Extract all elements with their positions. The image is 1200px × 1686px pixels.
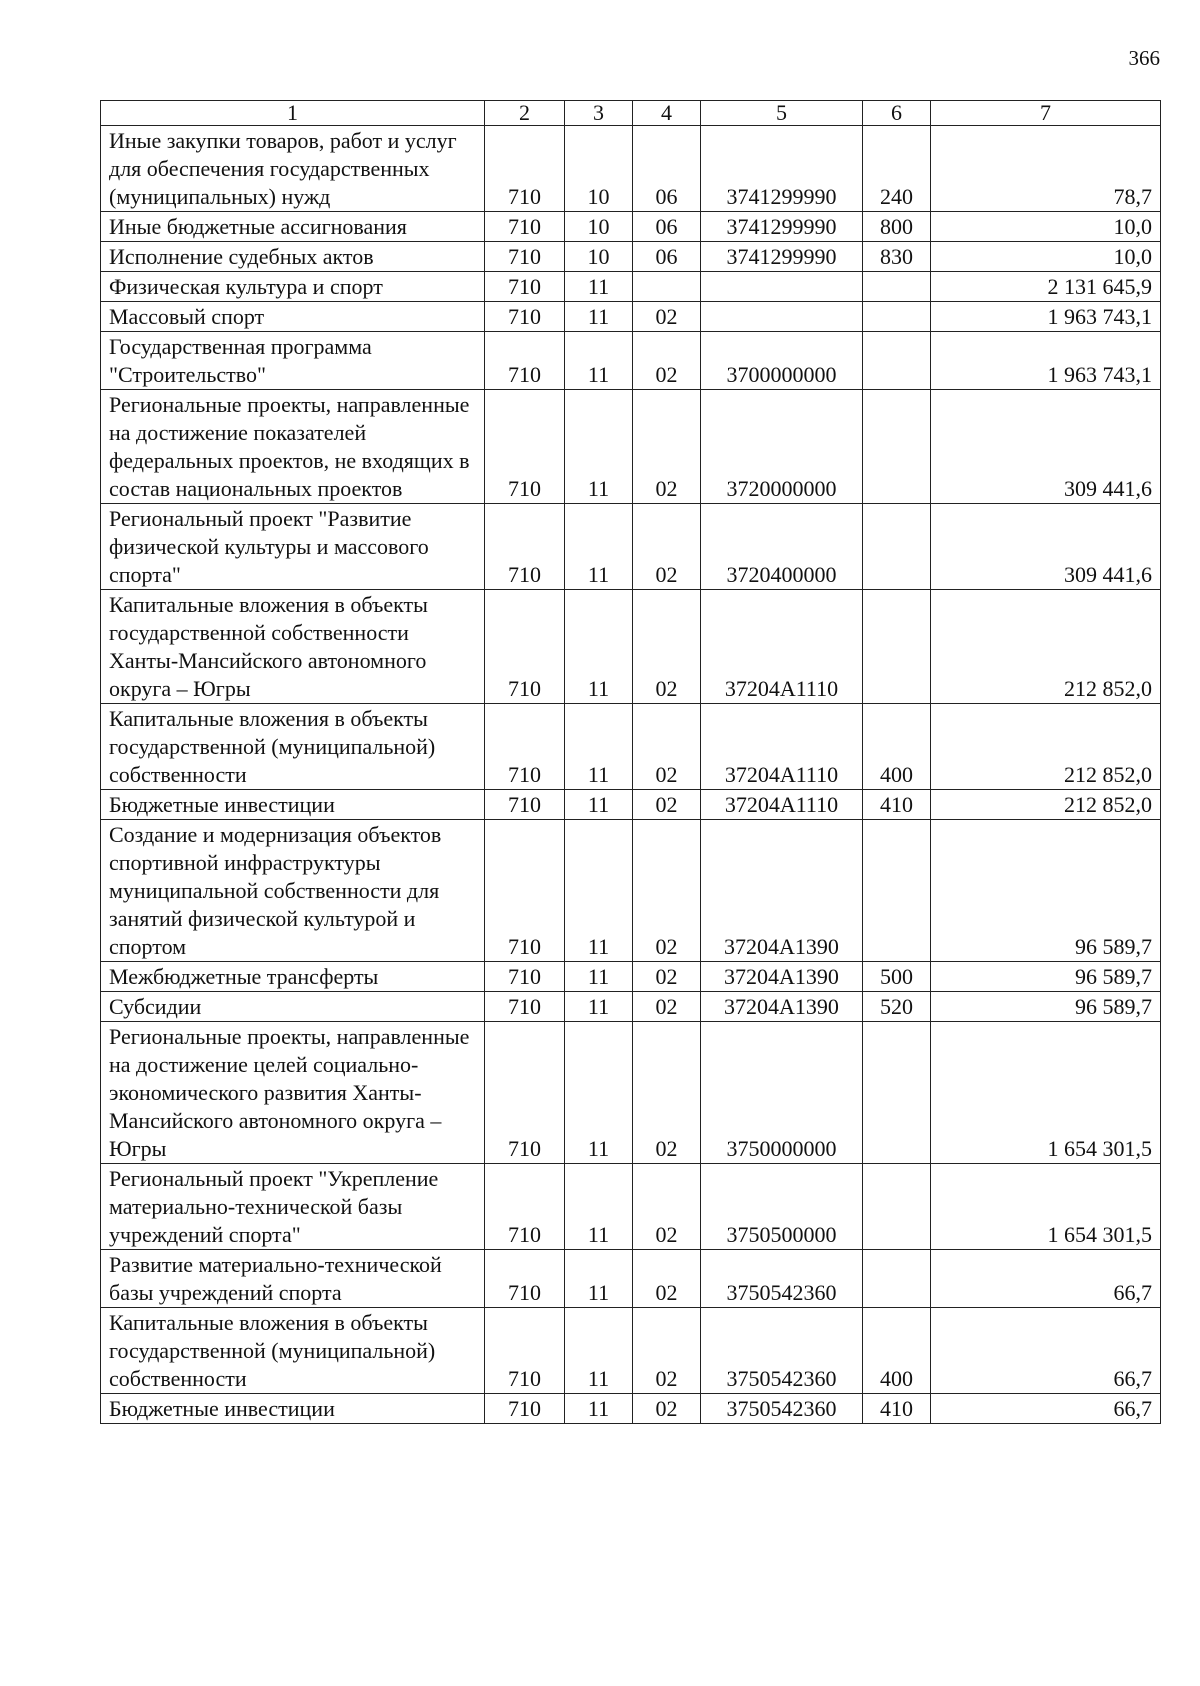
table-row	[101, 272, 1161, 302]
table-row	[101, 962, 1161, 992]
table-header-row	[101, 101, 1161, 126]
cell-target-article: 3750500000	[701, 1164, 863, 1250]
cell-subsection: 02	[633, 820, 701, 962]
cell-ministry-code: 710	[485, 302, 565, 332]
column-header: 3	[565, 101, 633, 126]
cell-amount: 1 963 743,1	[931, 332, 1161, 390]
column-header: 2	[485, 101, 565, 126]
cell-section: 11	[565, 820, 633, 962]
row-name: Капитальные вложения в объекты государственной (муниципальной) собственности	[101, 704, 485, 790]
cell-ministry-code: 710	[485, 992, 565, 1022]
cell-target-article: 3750542360	[701, 1308, 863, 1394]
row-name: Бюджетные инвестиции	[101, 790, 485, 820]
table-row	[101, 242, 1161, 272]
row-name: Государственная программа "Строительство"	[101, 332, 485, 390]
cell-section: 11	[565, 1308, 633, 1394]
cell-section: 11	[565, 302, 633, 332]
cell-ministry-code: 710	[485, 1394, 565, 1424]
table-row	[101, 1394, 1161, 1424]
cell-subsection: 02	[633, 992, 701, 1022]
table-row	[101, 1022, 1161, 1164]
cell-subsection	[633, 272, 701, 302]
table-row	[101, 1250, 1161, 1308]
cell-section: 10	[565, 212, 633, 242]
cell-amount: 10,0	[931, 242, 1161, 272]
row-name: Исполнение судебных актов	[101, 242, 485, 272]
table-row	[101, 504, 1161, 590]
column-header: 4	[633, 101, 701, 126]
row-name: Бюджетные инвестиции	[101, 1394, 485, 1424]
cell-amount: 212 852,0	[931, 704, 1161, 790]
cell-expense-type	[863, 820, 931, 962]
cell-amount: 212 852,0	[931, 590, 1161, 704]
table-body	[101, 126, 1161, 1424]
cell-expense-type: 410	[863, 1394, 931, 1424]
cell-ministry-code: 710	[485, 1022, 565, 1164]
cell-section: 11	[565, 1394, 633, 1424]
cell-subsection: 02	[633, 1394, 701, 1424]
table-row	[101, 1308, 1161, 1394]
table-row	[101, 590, 1161, 704]
cell-target-article: 3700000000	[701, 332, 863, 390]
cell-subsection: 02	[633, 504, 701, 590]
row-name: Создание и модернизация объектов спортивной инфраструктуры муниципальной собственности для занятий физической культурой и спортом	[101, 820, 485, 962]
table-row	[101, 126, 1161, 212]
table-row	[101, 302, 1161, 332]
cell-amount: 96 589,7	[931, 992, 1161, 1022]
cell-subsection: 02	[633, 704, 701, 790]
cell-ministry-code: 710	[485, 790, 565, 820]
cell-target-article: 37204A1390	[701, 962, 863, 992]
cell-expense-type	[863, 590, 931, 704]
cell-amount: 10,0	[931, 212, 1161, 242]
cell-expense-type	[863, 390, 931, 504]
cell-section: 11	[565, 790, 633, 820]
cell-subsection: 06	[633, 126, 701, 212]
cell-section: 11	[565, 704, 633, 790]
row-name: Региональный проект "Развитие физической культуры и массового спорта"	[101, 504, 485, 590]
cell-subsection: 02	[633, 1022, 701, 1164]
cell-target-article	[701, 272, 863, 302]
budget-table	[100, 100, 1161, 1424]
cell-subsection: 02	[633, 332, 701, 390]
cell-subsection: 02	[633, 1308, 701, 1394]
row-name: Иные закупки товаров, работ и услуг для обеспечения государственных (муниципальных) нужд	[101, 126, 485, 212]
table-row	[101, 820, 1161, 962]
page-number: 366	[1128, 46, 1160, 70]
cell-expense-type: 800	[863, 212, 931, 242]
cell-expense-type	[863, 1250, 931, 1308]
cell-amount: 78,7	[931, 126, 1161, 212]
cell-expense-type: 240	[863, 126, 931, 212]
cell-amount: 1 654 301,5	[931, 1164, 1161, 1250]
cell-ministry-code: 710	[485, 332, 565, 390]
cell-expense-type: 500	[863, 962, 931, 992]
row-name: Капитальные вложения в объекты государственной собственности Ханты-Мансийского автономного округа – Югры	[101, 590, 485, 704]
cell-ministry-code: 710	[485, 704, 565, 790]
cell-target-article: 3741299990	[701, 242, 863, 272]
cell-section: 11	[565, 1022, 633, 1164]
cell-target-article: 37204A1110	[701, 790, 863, 820]
row-name: Иные бюджетные ассигнования	[101, 212, 485, 242]
cell-subsection: 02	[633, 1164, 701, 1250]
cell-subsection: 02	[633, 790, 701, 820]
cell-amount: 66,7	[931, 1394, 1161, 1424]
cell-section: 11	[565, 390, 633, 504]
table-row	[101, 704, 1161, 790]
cell-expense-type: 830	[863, 242, 931, 272]
column-header: 6	[863, 101, 931, 126]
cell-amount: 1 963 743,1	[931, 302, 1161, 332]
cell-target-article: 3741299990	[701, 126, 863, 212]
cell-target-article: 37204A1390	[701, 992, 863, 1022]
cell-ministry-code: 710	[485, 212, 565, 242]
cell-target-article: 3750542360	[701, 1250, 863, 1308]
table-row	[101, 790, 1161, 820]
row-name: Физическая культура и спорт	[101, 272, 485, 302]
cell-target-article: 37204A1390	[701, 820, 863, 962]
cell-subsection: 02	[633, 390, 701, 504]
cell-section: 10	[565, 242, 633, 272]
row-name: Субсидии	[101, 992, 485, 1022]
cell-ministry-code: 710	[485, 126, 565, 212]
cell-ministry-code: 710	[485, 390, 565, 504]
cell-section: 11	[565, 1250, 633, 1308]
row-name: Межбюджетные трансферты	[101, 962, 485, 992]
cell-amount: 309 441,6	[931, 390, 1161, 504]
cell-expense-type: 520	[863, 992, 931, 1022]
cell-expense-type	[863, 272, 931, 302]
cell-expense-type	[863, 302, 931, 332]
cell-target-article: 3750542360	[701, 1394, 863, 1424]
cell-amount: 96 589,7	[931, 820, 1161, 962]
cell-target-article: 37204A1110	[701, 590, 863, 704]
cell-subsection: 02	[633, 962, 701, 992]
table-row	[101, 992, 1161, 1022]
cell-amount: 66,7	[931, 1308, 1161, 1394]
cell-amount: 2 131 645,9	[931, 272, 1161, 302]
cell-section: 11	[565, 272, 633, 302]
column-header: 7	[931, 101, 1161, 126]
row-name: Капитальные вложения в объекты государственной (муниципальной) собственности	[101, 1308, 485, 1394]
cell-expense-type: 400	[863, 704, 931, 790]
cell-ministry-code: 710	[485, 820, 565, 962]
cell-section: 11	[565, 992, 633, 1022]
cell-subsection: 06	[633, 212, 701, 242]
cell-section: 11	[565, 1164, 633, 1250]
row-name: Региональный проект "Укрепление материально-технической базы учреждений спорта"	[101, 1164, 485, 1250]
cell-section: 11	[565, 590, 633, 704]
cell-ministry-code: 710	[485, 242, 565, 272]
cell-ministry-code: 710	[485, 272, 565, 302]
cell-section: 11	[565, 332, 633, 390]
cell-expense-type	[863, 1022, 931, 1164]
row-name: Развитие материально-технической базы учреждений спорта	[101, 1250, 485, 1308]
table-row	[101, 332, 1161, 390]
cell-target-article: 37204A1110	[701, 704, 863, 790]
column-header: 1	[101, 101, 485, 126]
cell-section: 11	[565, 962, 633, 992]
cell-expense-type	[863, 1164, 931, 1250]
column-header: 5	[701, 101, 863, 126]
row-name: Региональные проекты, направленные на достижение целей социально-экономического развития Ханты-Мансийского автономного округа – Югры	[101, 1022, 485, 1164]
cell-amount: 96 589,7	[931, 962, 1161, 992]
cell-expense-type	[863, 504, 931, 590]
cell-amount: 1 654 301,5	[931, 1022, 1161, 1164]
cell-target-article: 3720000000	[701, 390, 863, 504]
cell-expense-type: 410	[863, 790, 931, 820]
cell-target-article: 3741299990	[701, 212, 863, 242]
cell-target-article: 3720400000	[701, 504, 863, 590]
cell-ministry-code: 710	[485, 1308, 565, 1394]
table-row	[101, 390, 1161, 504]
cell-expense-type	[863, 332, 931, 390]
cell-expense-type: 400	[863, 1308, 931, 1394]
cell-amount: 309 441,6	[931, 504, 1161, 590]
row-name: Массовый спорт	[101, 302, 485, 332]
cell-ministry-code: 710	[485, 504, 565, 590]
cell-ministry-code: 710	[485, 1250, 565, 1308]
cell-section: 11	[565, 504, 633, 590]
cell-amount: 66,7	[931, 1250, 1161, 1308]
cell-subsection: 02	[633, 1250, 701, 1308]
cell-amount: 212 852,0	[931, 790, 1161, 820]
cell-subsection: 06	[633, 242, 701, 272]
table-row	[101, 1164, 1161, 1250]
table-row	[101, 212, 1161, 242]
cell-ministry-code: 710	[485, 590, 565, 704]
cell-subsection: 02	[633, 590, 701, 704]
cell-target-article: 3750000000	[701, 1022, 863, 1164]
cell-target-article	[701, 302, 863, 332]
cell-ministry-code: 710	[485, 962, 565, 992]
row-name: Региональные проекты, направленные на достижение показателей федеральных проектов, не входящих в состав национальных проектов	[101, 390, 485, 504]
cell-section: 10	[565, 126, 633, 212]
cell-ministry-code: 710	[485, 1164, 565, 1250]
cell-subsection: 02	[633, 302, 701, 332]
